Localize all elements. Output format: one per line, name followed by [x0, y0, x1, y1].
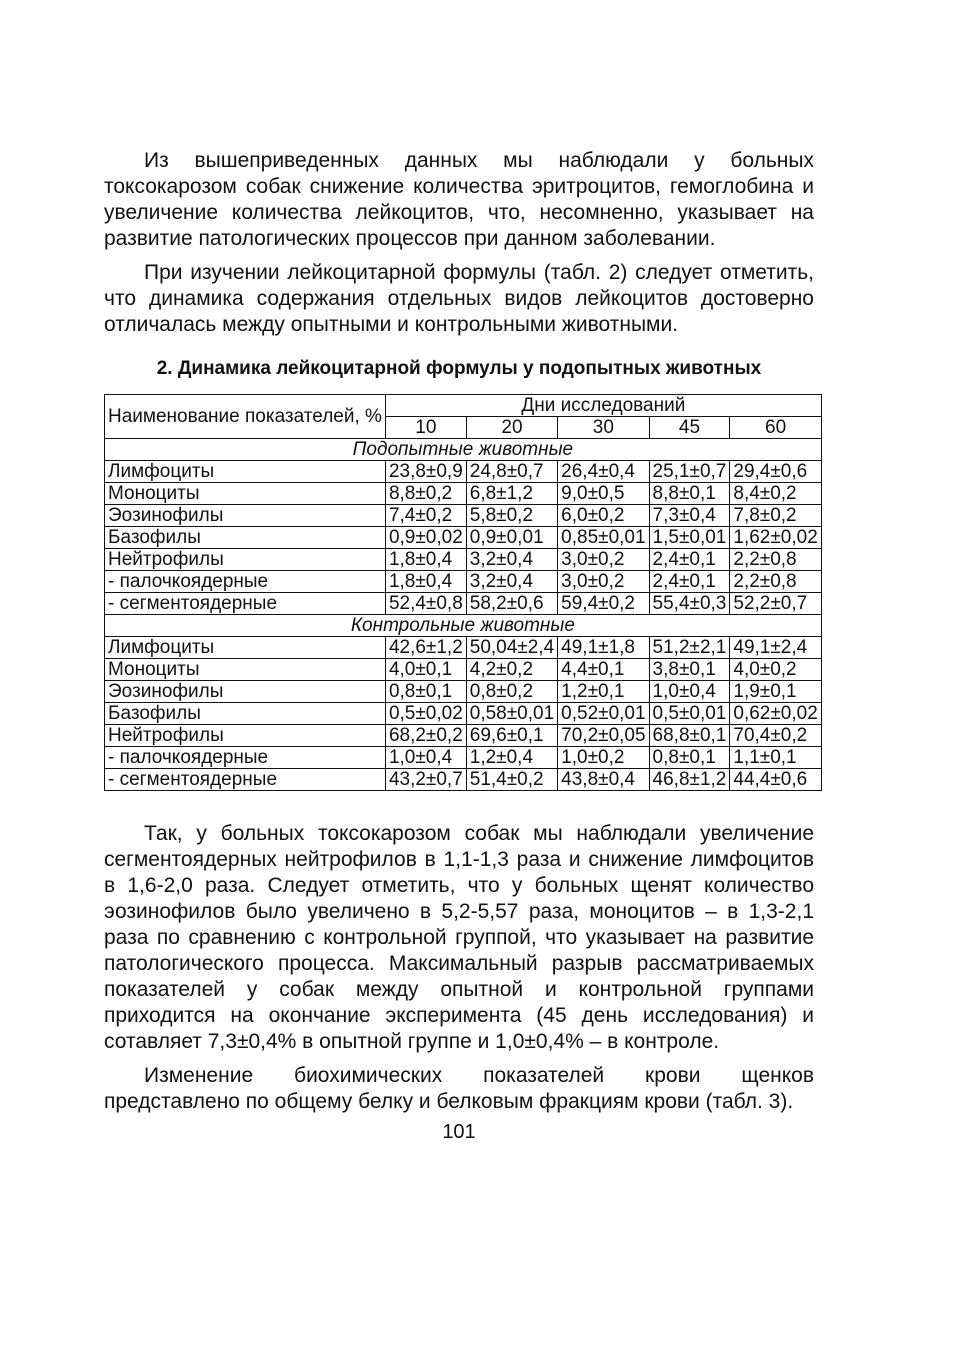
header-indicator-name: Наименование показателей, %: [105, 395, 386, 439]
table-cell: 49,1±1,8: [558, 637, 649, 659]
section-title: Подопытные животные: [105, 439, 822, 461]
table-cell: 51,4±0,2: [466, 769, 557, 791]
table-cell: 24,8±0,7: [466, 461, 557, 483]
row-label: Лимфоциты: [105, 637, 386, 659]
table-cell: 4,2±0,2: [466, 659, 557, 681]
table-cell: 50,04±2,4: [466, 637, 557, 659]
section-row: [105, 615, 822, 637]
table-cell: 7,4±0,2: [385, 505, 466, 527]
table-cell: 1,0±0,4: [385, 747, 466, 769]
table-row: [105, 681, 822, 703]
table-cell: 69,6±0,1: [466, 725, 557, 747]
table-cell: 51,2±2,1: [649, 637, 730, 659]
day-header: 45: [649, 417, 730, 439]
table-row: [105, 747, 822, 769]
paragraph-1: Из вышеприведенных данных мы наблюдали у больных токсокарозом собак снижение количества эритроцитов, гемоглобина и увеличение количества лейкоцитов, что, несомненно, указывает на развитие патологических процессов при данном заболевании.: [104, 149, 814, 250]
row-label: Нейтрофилы: [105, 725, 386, 747]
day-header: 60: [730, 417, 821, 439]
table-row: [105, 593, 822, 615]
table-cell: 8,8±0,2: [385, 483, 466, 505]
table-cell: 4,0±0,2: [730, 659, 821, 681]
table-cell: 68,2±0,2: [385, 725, 466, 747]
table-cell: 1,8±0,4: [385, 571, 466, 593]
table-row: [105, 505, 822, 527]
table-cell: 0,52±0,01: [558, 703, 649, 725]
section-row: [105, 439, 822, 461]
row-label: Моноциты: [105, 483, 386, 505]
day-header: 20: [466, 417, 557, 439]
table-cell: 8,8±0,1: [649, 483, 730, 505]
paragraph-4: Изменение биохимических показателей крови щенков представлено по общему белку и белковым фракциям крови (табл. 3).: [104, 1064, 814, 1113]
table-cell: 42,6±1,2: [385, 637, 466, 659]
table-cell: 0,8±0,1: [385, 681, 466, 703]
table-cell: 2,4±0,1: [649, 549, 730, 571]
table-row: [105, 461, 822, 483]
row-label: Нейтрофилы: [105, 549, 386, 571]
table-cell: 1,1±0,1: [730, 747, 821, 769]
table-header-row: [105, 395, 822, 417]
table-row: [105, 769, 822, 791]
table-cell: 2,4±0,1: [649, 571, 730, 593]
table-cell: 59,4±0,2: [558, 593, 649, 615]
table-cell: 2,2±0,8: [730, 549, 821, 571]
table-cell: 52,4±0,8: [385, 593, 466, 615]
table-row: [105, 483, 822, 505]
table-cell: 0,8±0,1: [649, 747, 730, 769]
table-cell: 43,8±0,4: [558, 769, 649, 791]
table-cell: 5,8±0,2: [466, 505, 557, 527]
paragraph-2: При изучении лейкоцитарной формулы (табл. 2) следует отметить, что динамика содержания отдельных видов лейкоцитов достоверно отличалась между опытными и контрольными животными.: [104, 261, 814, 336]
table-cell: 7,8±0,2: [730, 505, 821, 527]
table-row: [105, 549, 822, 571]
row-label: - сегментоядерные: [105, 593, 386, 615]
table-cell: 70,2±0,05: [558, 725, 649, 747]
table-cell: 68,8±0,1: [649, 725, 730, 747]
table-cell: 44,4±0,6: [730, 769, 821, 791]
table-cell: 3,0±0,2: [558, 549, 649, 571]
table-cell: 2,2±0,8: [730, 571, 821, 593]
day-header: 10: [385, 417, 466, 439]
table-cell: 29,4±0,6: [730, 461, 821, 483]
table-cell: 0,9±0,02: [385, 527, 466, 549]
row-label: Лимфоциты: [105, 461, 386, 483]
row-label: Базофилы: [105, 527, 386, 549]
table-row: [105, 659, 822, 681]
table-cell: 46,8±1,2: [649, 769, 730, 791]
table-cell: 0,85±0,01: [558, 527, 649, 549]
table-cell: 1,5±0,01: [649, 527, 730, 549]
page-number: 101: [442, 1121, 476, 1143]
table-cell: 3,0±0,2: [558, 571, 649, 593]
table-cell: 1,62±0,02: [730, 527, 821, 549]
table-cell: 1,0±0,2: [558, 747, 649, 769]
table-cell: 0,5±0,02: [385, 703, 466, 725]
table-cell: 0,8±0,2: [466, 681, 557, 703]
table-cell: 1,2±0,1: [558, 681, 649, 703]
table-cell: 0,9±0,01: [466, 527, 557, 549]
table-row: [105, 725, 822, 747]
table-row: [105, 527, 822, 549]
row-label: - палочкоядерные: [105, 747, 386, 769]
table-cell: 6,0±0,2: [558, 505, 649, 527]
table-cell: 58,2±0,6: [466, 593, 557, 615]
table-cell: 49,1±2,4: [730, 637, 821, 659]
table-cell: 6,8±1,2: [466, 483, 557, 505]
table-cell: 4,4±0,1: [558, 659, 649, 681]
row-label: Эозинофилы: [105, 681, 386, 703]
table-row: [105, 703, 822, 725]
table-row: [105, 571, 822, 593]
table-cell: 1,0±0,4: [649, 681, 730, 703]
table-cell: 4,0±0,1: [385, 659, 466, 681]
table-cell: 3,2±0,4: [466, 549, 557, 571]
table-cell: 25,1±0,7: [649, 461, 730, 483]
row-label: Эозинофилы: [105, 505, 386, 527]
table-cell: 23,8±0,9: [385, 461, 466, 483]
table-caption: 2. Динамика лейкоцитарной формулы у подопытных животных: [156, 358, 762, 379]
table-cell: 26,4±0,4: [558, 461, 649, 483]
table-cell: 9,0±0,5: [558, 483, 649, 505]
table-cell: 1,9±0,1: [730, 681, 821, 703]
table-cell: 43,2±0,7: [385, 769, 466, 791]
row-label: - сегментоядерные: [105, 769, 386, 791]
table-cell: 1,2±0,4: [466, 747, 557, 769]
table-cell: 8,4±0,2: [730, 483, 821, 505]
section-title: Контрольные животные: [105, 615, 822, 637]
table-cell: 0,5±0,01: [649, 703, 730, 725]
table-cell: 0,58±0,01: [466, 703, 557, 725]
page-body: [104, 148, 818, 1144]
table-cell: 3,2±0,4: [466, 571, 557, 593]
table-row: [105, 637, 822, 659]
table-cell: 1,8±0,4: [385, 549, 466, 571]
table-body: [105, 439, 822, 791]
table-cell: 0,62±0,02: [730, 703, 821, 725]
row-label: - палочкоядерные: [105, 571, 386, 593]
header-days: Дни исследований: [385, 395, 821, 417]
table-cell: 55,4±0,3: [649, 593, 730, 615]
table-cell: 7,3±0,4: [649, 505, 730, 527]
day-header: 30: [558, 417, 649, 439]
leukocyte-table: [104, 394, 822, 791]
row-label: Базофилы: [105, 703, 386, 725]
paragraph-3: Так, у больных токсокарозом собак мы наблюдали увеличение сегментоядерных нейтрофилов в 1,1-1,3 раза и снижение лимфоцитов в 1,6-2,0 раза. Следует отметить, что у больных щенят количество эозинофилов было увеличено в 5,2-5,57 раза, моноцитов – в 1,3-2,1 раза по сравнению с контрольной группой, что указывает на развитие патологического процесса. Максимальный разрыв рассматриваемых показателей у собак между опытной и контрольной группами приходится на окончание эксперимента (45 день исследования) и сотавляет 7,3±0,4% в опытной группе и 1,0±0,4% – в контроле.: [104, 822, 814, 1053]
row-label: Моноциты: [105, 659, 386, 681]
table-cell: 70,4±0,2: [730, 725, 821, 747]
table-cell: 52,2±0,7: [730, 593, 821, 615]
table-cell: 3,8±0,1: [649, 659, 730, 681]
